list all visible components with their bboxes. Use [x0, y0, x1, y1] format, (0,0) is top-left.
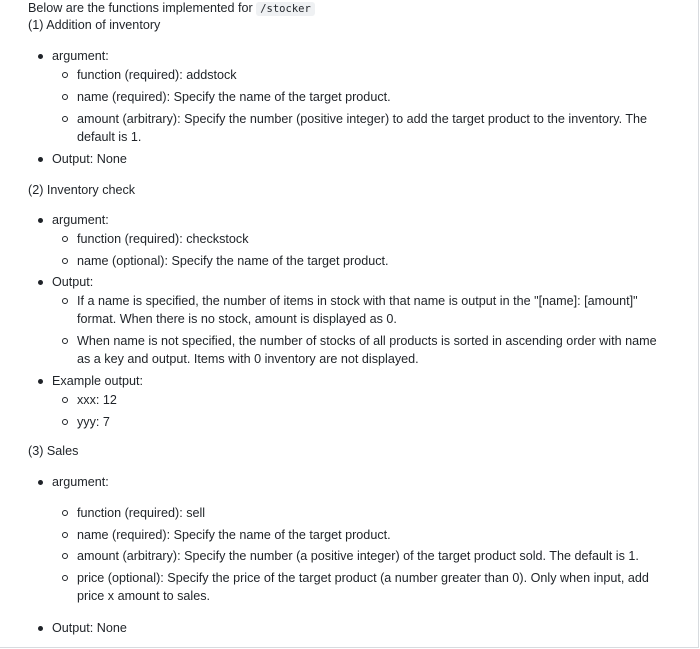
section-1-arg-amount: amount (arbitrary): Specify the number (positive integer) to add the target product to the inventory. The	[77, 112, 648, 126]
section-2-arg-name: name (optional): Specify the name of the target product.	[77, 254, 389, 268]
section-3-arg-function: function (required): sell	[77, 506, 206, 520]
section-2-output-named: If a name is specified, the number of items in stock with that name is output in the "[name]: [amount]"	[77, 294, 638, 308]
section-2-output-unnamed: When name is not specified, the number of stocks of all products is sorted in ascending order with name	[77, 334, 657, 348]
section-2-output-named-cont: format. When there is no stock, amount is displayed as 0.	[77, 312, 397, 326]
bullet	[38, 157, 43, 162]
section-3-arg-name: name (required): Specify the name of the target product.	[77, 528, 391, 542]
section-1-arg-function: function (required): addstock	[77, 68, 237, 82]
section-1-arg-amount-cont: default is 1.	[77, 130, 142, 144]
section-3-arg-price: price (optional): Specify the price of the target product (a number greater than 0). Only when input, add	[77, 571, 649, 585]
bullet	[38, 626, 43, 631]
section-1-argument-label: argument:	[52, 49, 109, 63]
section-3-argument-label: argument:	[52, 475, 109, 489]
section-2-arg-function: function (required): checkstock	[77, 232, 249, 246]
section-1-arg-name: name (required): Specify the name of the target product.	[77, 90, 391, 104]
intro-text: Below are the functions implemented for	[28, 1, 253, 15]
intro-line	[28, 0, 315, 17]
bullet	[38, 280, 43, 285]
section-3-arg-price-cont: price x amount to sales.	[77, 589, 210, 603]
section-2-argument-label: argument:	[52, 213, 109, 227]
section-2-example-label: Example output:	[52, 374, 144, 388]
bullet	[38, 379, 43, 384]
sub-bullet	[62, 419, 68, 425]
section-3-arg-amount: amount (arbitrary): Specify the number (a positive integer) of the target product sold. The default is 1.	[77, 549, 639, 563]
sub-bullet	[62, 298, 68, 304]
section-2-heading: (2) Inventory check	[28, 183, 136, 197]
section-1-heading: (1) Addition of inventory	[28, 18, 161, 32]
section-2-example-2: yyy: 7	[77, 415, 110, 429]
sub-bullet	[62, 236, 68, 242]
sub-bullet	[62, 532, 68, 538]
bullet	[38, 218, 43, 223]
command-code: /stocker	[256, 2, 315, 16]
section-2-output-unnamed-cont: as a key and output. Items with 0 inventory are not displayed.	[77, 352, 419, 366]
section-1-output: Output: None	[52, 152, 127, 166]
sub-bullet	[62, 553, 68, 559]
section-2-output-label: Output:	[52, 275, 94, 289]
sub-bullet	[62, 258, 68, 264]
bullet	[38, 480, 43, 485]
sub-bullet	[62, 94, 68, 100]
section-2-example-1: xxx: 12	[77, 393, 117, 407]
sub-bullet	[62, 116, 68, 122]
section-3-heading: (3) Sales	[28, 444, 79, 458]
sub-bullet	[62, 338, 68, 344]
sub-bullet	[62, 397, 68, 403]
sub-bullet	[62, 575, 68, 581]
section-3-output: Output: None	[52, 621, 127, 635]
sub-bullet	[62, 72, 68, 78]
sub-bullet	[62, 510, 68, 516]
bullet	[38, 54, 43, 59]
